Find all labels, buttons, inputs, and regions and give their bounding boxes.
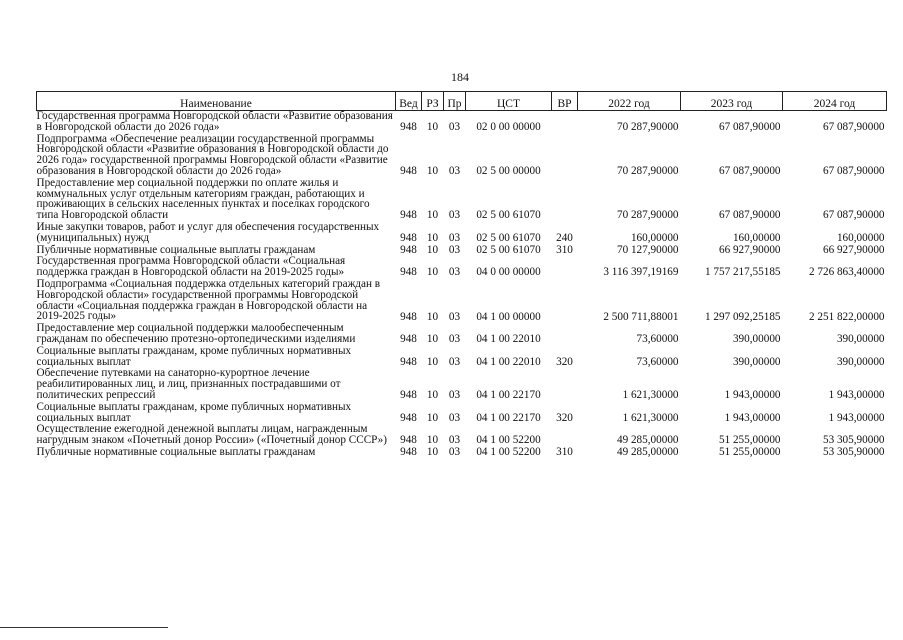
cell-2023: 66 927,90000 (718, 243, 781, 256)
table-row (37, 279, 887, 323)
cell-2024: 390,00000 (836, 355, 885, 368)
header-rz: РЗ (422, 92, 444, 111)
table-header-row (37, 92, 887, 111)
cell-2023: 390,00000 (732, 355, 781, 368)
table-row (37, 134, 887, 178)
cell-pr: 03 (448, 121, 461, 134)
cell-rz: 10 (426, 355, 439, 368)
cell-vr (552, 279, 578, 323)
cell-cst: 04 1 00 00000 (476, 310, 541, 323)
cell-2023: 51 255,00000 (718, 446, 781, 459)
cell-ved: 948 (400, 333, 417, 346)
header-cst: ЦСТ (466, 92, 552, 111)
cell-cst: 02 5 00 00000 (476, 165, 541, 178)
cell-pr: 03 (448, 243, 461, 256)
cell-2023: 1 297 092,25185 (704, 310, 781, 323)
cell-cst: 02 5 00 61070 (476, 243, 541, 256)
cell-cst: 04 1 00 22010 (476, 355, 541, 368)
cell-pr: 03 (448, 389, 461, 402)
cell-2022: 70 287,90000 (616, 165, 679, 178)
page-number: 184 (451, 70, 469, 84)
header-name: Наименование (37, 92, 396, 111)
cell-rz: 10 (426, 389, 439, 402)
cell-cst: 04 1 00 52200 (476, 446, 541, 459)
cell-cst: 04 1 00 22170 (476, 411, 541, 424)
cell-2024: 67 087,90000 (822, 209, 885, 222)
cell-cst: 02 0 00 00000 (476, 121, 541, 134)
table-body (37, 111, 887, 459)
budget-table (36, 91, 887, 459)
cell-2023: 390,00000 (732, 333, 781, 346)
cell-cst: 02 5 00 61070 (476, 209, 541, 222)
cell-name: Государственная программа Новгородской области «Развитие образования в Новгородской области до 2026 года» (36, 110, 393, 133)
cell-rz: 10 (426, 446, 439, 459)
cell-name: Подпрограмма «Обеспечение реализации государственной программы Новгородской области «Развитие образования в Новгородской области до 2026 года» государственной программы Новгородской области «Развитие образования в Новгородской области до 2026 года» (36, 132, 389, 177)
cell-name: Обеспечение путевками на санаторно-курортное лечение реабилитированных лиц, и лиц, признанных пострадавшими от политических репрессий (36, 367, 341, 401)
cell-2023: 67 087,90000 (718, 209, 781, 222)
cell-2022: 70 127,90000 (616, 243, 679, 256)
cell-vr: 320 (556, 411, 573, 424)
cell-2024: 2 251 822,00000 (808, 310, 885, 323)
cell-2023: 1 943,00000 (724, 411, 781, 424)
cell-name: Предоставление мер социальной поддержки по оплате жилья и коммунальных услуг отдельным категориям граждан, работающих и проживающих в сельских населенных пунктах и поселках городского типа Новгородской области (36, 176, 370, 222)
cell-rz: 10 (426, 121, 439, 134)
cell-pr: 03 (448, 232, 461, 245)
cell-2022: 49 285,00000 (616, 446, 679, 459)
cell-ved: 948 (400, 266, 417, 279)
table-row (37, 424, 887, 447)
cell-2024: 1 943,00000 (828, 389, 885, 402)
cell-2024: 160,00000 (836, 232, 885, 245)
cell-ved: 948 (400, 389, 417, 402)
cell-name: Социальные выплаты гражданам, кроме публичных нормативных социальных выплат (36, 344, 352, 368)
cell-ved: 948 (400, 434, 417, 447)
cell-name: Предоставление мер социальной поддержки малообеспеченным гражданам по обеспечению протезно-ортопедическими изделиями (36, 322, 356, 345)
cell-name: Социальные выплаты гражданам, кроме публичных нормативных социальных выплат (36, 400, 352, 424)
cell-2022: 70 287,90000 (616, 209, 679, 222)
cell-vr (552, 178, 578, 222)
cell-rz: 10 (426, 434, 439, 447)
cell-cst: 02 5 00 61070 (476, 232, 541, 245)
cell-pr: 03 (448, 266, 461, 279)
cell-rz: 10 (426, 333, 439, 346)
cell-2024: 2 726 863,40000 (808, 266, 885, 279)
cell-pr: 03 (448, 411, 461, 424)
cell-2023: 67 087,90000 (718, 121, 781, 134)
table-row (37, 111, 887, 134)
cell-vr: 320 (556, 355, 573, 368)
cell-vr (552, 256, 578, 279)
header-vr: ВР (552, 92, 578, 111)
cell-ved: 948 (400, 209, 417, 222)
cell-vr (552, 424, 578, 447)
cell-2022: 49 285,00000 (616, 434, 679, 447)
table-row (37, 346, 887, 369)
cell-name: Публичные нормативные социальные выплаты гражданам (36, 445, 316, 458)
cell-rz: 10 (426, 209, 439, 222)
cell-rz: 10 (426, 243, 439, 256)
cell-pr: 03 (448, 355, 461, 368)
cell-cst: 04 1 00 52200 (476, 434, 541, 447)
cell-ved: 948 (400, 232, 417, 245)
cell-2024: 53 305,90000 (822, 434, 885, 447)
cell-2024: 53 305,90000 (822, 446, 885, 459)
table-row (37, 368, 887, 401)
cell-pr: 03 (448, 446, 461, 459)
cell-ved: 948 (400, 411, 417, 424)
cell-name: Государственная программа Новгородской области «Социальная поддержка граждан в Новгородской области на 2019-2025 годы» (36, 255, 346, 279)
cell-cst: 04 1 00 22170 (476, 389, 541, 402)
cell-ved: 948 (400, 355, 417, 368)
cell-2024: 67 087,90000 (822, 121, 885, 134)
cell-name: Публичные нормативные социальные выплаты гражданам (36, 243, 316, 256)
cell-rz: 10 (426, 165, 439, 178)
cell-rz: 10 (426, 232, 439, 245)
cell-vr: 310 (556, 446, 573, 459)
cell-cst: 04 0 00 00000 (476, 266, 541, 279)
cell-ved: 948 (400, 243, 417, 256)
cell-2022: 1 621,30000 (622, 389, 679, 402)
cell-vr (552, 134, 578, 178)
cell-2022: 73,60000 (636, 333, 679, 346)
table-row (37, 402, 887, 425)
cell-vr: 310 (556, 243, 573, 256)
table-row (37, 323, 887, 346)
cell-2022: 70 287,90000 (616, 121, 679, 134)
cell-2023: 160,00000 (732, 232, 781, 245)
cell-2022: 2 500 711,88001 (603, 310, 679, 323)
cell-2024: 390,00000 (836, 333, 885, 346)
cell-vr (552, 323, 578, 346)
table-row (37, 256, 887, 279)
cell-rz: 10 (426, 310, 439, 323)
cell-2022: 160,00000 (630, 232, 679, 245)
cell-ved: 948 (400, 121, 417, 134)
header-2023: 2023 год (681, 92, 783, 111)
cell-pr: 03 (448, 333, 461, 346)
header-pr: Пр (444, 92, 466, 111)
table-row (37, 178, 887, 222)
cell-vr (552, 111, 578, 134)
cell-pr: 03 (448, 434, 461, 447)
cell-2022: 73,60000 (636, 355, 679, 368)
cell-2023: 1 757 217,55185 (704, 266, 781, 279)
footnote-rule (0, 627, 168, 628)
cell-cst: 04 1 00 22010 (476, 333, 541, 346)
cell-pr: 03 (448, 165, 461, 178)
table-row (37, 222, 887, 245)
cell-2022: 3 116 397,19169 (603, 266, 679, 279)
cell-rz: 10 (426, 266, 439, 279)
header-2022: 2022 год (578, 92, 681, 111)
cell-name: Осуществление ежегодной денежной выплаты лицам, награжденным нагрудным знаком «Почетный донор России» («Почетный донор СССР») (36, 423, 387, 447)
cell-2023: 51 255,00000 (718, 434, 781, 447)
table-row (37, 447, 887, 459)
cell-2022: 1 621,30000 (622, 411, 679, 424)
cell-2023: 1 943,00000 (724, 389, 781, 402)
cell-ved: 948 (400, 310, 417, 323)
cell-vr (552, 368, 578, 401)
cell-vr: 240 (556, 232, 573, 245)
cell-2024: 1 943,00000 (828, 411, 885, 424)
cell-2024: 67 087,90000 (822, 165, 885, 178)
cell-pr: 03 (448, 310, 461, 323)
cell-name: Подпрограмма «Социальная поддержка отдельных категорий граждан в Новгородской области» государственной программы Новгородской области «Социальная поддержка граждан в Новгородской области на 2019-2025 годы» (36, 277, 381, 323)
cell-name: Иные закупки товаров, работ и услуг для обеспечения государственных (муниципальных) нужд (36, 220, 380, 244)
cell-pr: 03 (448, 209, 461, 222)
header-ved: Вед (396, 92, 422, 111)
cell-ved: 948 (400, 165, 417, 178)
cell-2023: 67 087,90000 (718, 165, 781, 178)
header-2024: 2024 год (783, 92, 887, 111)
cell-ved: 948 (400, 446, 417, 459)
cell-2024: 66 927,90000 (822, 243, 885, 256)
cell-rz: 10 (426, 411, 439, 424)
